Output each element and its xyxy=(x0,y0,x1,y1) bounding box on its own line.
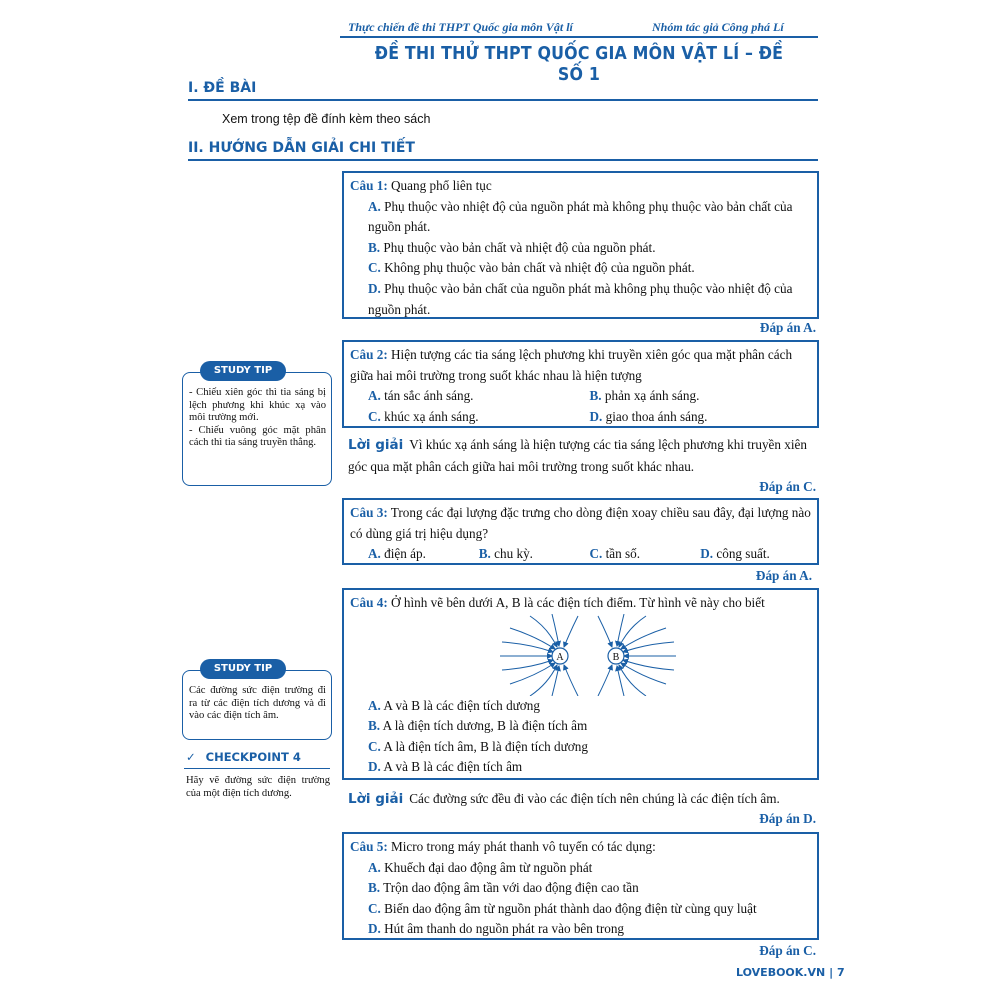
question-4-solution xyxy=(348,788,818,810)
study-tip-1-tag: STUDY TIP xyxy=(200,361,286,381)
question-4-answer: Đáp án D. xyxy=(759,811,816,826)
question-5-option-b: B. Trộn dao động âm tần với dao động điện cao tần xyxy=(368,880,639,896)
question-4-box xyxy=(342,588,819,780)
question-1-label: Câu 1: xyxy=(350,178,388,193)
checkpoint-divider xyxy=(184,768,330,769)
question-5-label: Câu 5: xyxy=(350,839,388,854)
charge-b-label: B xyxy=(612,651,620,663)
study-tip-2-tag: STUDY TIP xyxy=(200,659,286,679)
question-1-answer: Đáp án A. xyxy=(759,320,816,335)
question-4-option-c: C. A là điện tích âm, B là điện tích dương xyxy=(368,738,588,754)
question-3-answer: Đáp án A. xyxy=(755,568,812,583)
page-number: 7 xyxy=(836,966,845,979)
question-5-text: Micro trong máy phát thanh vô tuyến có tác dụng: xyxy=(387,839,656,854)
question-2-solution-text: Vì khúc xạ ánh sáng là hiện tượng các tia sáng lệch phương khi truyền xiên góc qua mặt phân cách giữa hai môi trường trong suốt khác nhau. xyxy=(348,437,807,474)
question-4-option-d: D. A và B là các điện tích âm xyxy=(368,759,523,775)
study-tip-1-box xyxy=(182,372,332,486)
section-1-title: I. ĐỀ BÀI xyxy=(188,80,257,96)
checkpoint-title xyxy=(186,750,301,764)
question-3-box xyxy=(342,498,819,565)
question-2-answer: Đáp án C. xyxy=(759,479,816,494)
question-3-option-a: A. điện áp. xyxy=(368,546,426,562)
page-title: ĐỀ THI THỬ THPT QUỐC GIA MÔN VẬT LÍ – ĐỀ SỐ 1 xyxy=(374,43,784,85)
question-3-option-b: B. chu kỳ. xyxy=(478,546,533,562)
header-authors: Nhóm tác giả Công phá Lí xyxy=(652,20,784,34)
question-1-option-c: C. Không phụ thuộc vào bản chất và nhiệt độ của nguồn phát. xyxy=(368,260,695,276)
question-2-box xyxy=(342,340,819,428)
section-1-divider xyxy=(188,99,818,101)
question-5-option-a: A. Khuếch đại dao động âm từ nguồn phát xyxy=(368,859,593,875)
question-5-option-c: C. Biến dao động âm từ nguồn phát thành dao động điện từ cùng quy luật xyxy=(368,900,757,916)
check-icon: ✓ xyxy=(186,750,196,764)
question-1-box xyxy=(342,171,819,319)
question-3-option-c: C. tần số. xyxy=(589,546,641,562)
charge-a-label: A xyxy=(556,651,564,663)
page-footer xyxy=(736,966,845,979)
question-1-option-a: A. Phụ thuộc vào nhiệt độ của nguồn phát mà không phụ thuộc vào bản chất của nguồn phát. xyxy=(368,198,793,235)
question-4-option-a: A. A và B là các điện tích dương xyxy=(368,697,540,713)
solution-label: Lời giải xyxy=(348,437,404,453)
question-3-option-d: D. công suất. xyxy=(700,546,770,562)
header-divider xyxy=(340,36,818,38)
study-tip-2-text: Các đường sức điện trường đi ra từ các điện tích dương và đi vào các điện tích âm. xyxy=(189,685,326,721)
question-2-option-c: C. khúc xạ ánh sáng. xyxy=(368,408,479,424)
question-4-solution-text: Các đường sức đều đi vào các điện tích nên chúng là các điện tích âm. xyxy=(409,791,780,806)
question-4-option-b: B. A là điện tích dương, B là điện tích âm xyxy=(368,718,588,734)
question-5-box xyxy=(342,832,819,940)
question-1-text: Quang phổ liên tục xyxy=(387,178,492,193)
question-2-option-d: D. giao thoa ánh sáng. xyxy=(589,408,708,424)
footer-separator: | xyxy=(829,966,834,979)
question-2-option-a: A. tán sắc ánh sáng. xyxy=(368,388,474,404)
checkpoint-title-text: CHECKPOINT 4 xyxy=(205,750,301,764)
question-4-label: Câu 4: xyxy=(350,595,388,610)
section-2-divider xyxy=(188,159,818,161)
section-2-title: II. HƯỚNG DẪN GIẢI CHI TIẾT xyxy=(188,140,415,156)
electric-field-diagram xyxy=(480,614,680,696)
question-5-answer: Đáp án C. xyxy=(759,943,816,958)
question-2-text: Hiện tượng các tia sáng lệch phương khi truyền xiên góc qua mặt phân cách giữa hai môi trường trong suốt khác nhau là hiện tượng xyxy=(350,347,793,383)
header-book-title: Thực chiến đề thi THPT Quốc gia môn Vật lí xyxy=(348,20,573,34)
question-3-label: Câu 3: xyxy=(350,505,388,520)
study-tip-2-box xyxy=(182,670,332,740)
question-2-label: Câu 2: xyxy=(350,347,388,362)
checkpoint-text: Hãy vẽ đường sức điện trường của một điện tích dương. xyxy=(186,775,330,799)
section-1-text: Xem trong tệp đề đính kèm theo sách xyxy=(222,112,431,126)
study-tip-1-line-1: - Chiếu xiên góc thì tia sáng bị lệch phương khi khúc xạ vào môi trường mới. xyxy=(189,387,326,423)
question-1-option-d: D. Phụ thuộc vào bản chất của nguồn phát mà không phụ thuộc vào nhiệt độ của nguồn phát. xyxy=(368,280,793,317)
question-5-option-d: D. Hút âm thanh do nguồn phát ra vào bên trong xyxy=(368,921,625,937)
solution-label: Lời giải xyxy=(348,791,404,807)
study-tip-1-line-2: - Chiếu vuông góc mặt phân cách thì tia sáng truyền thẳng. xyxy=(189,424,326,448)
question-4-text: Ở hình vẽ bên dưới A, B là các điện tích điểm. Từ hình vẽ này cho biết xyxy=(387,595,765,610)
question-1-option-b: B. Phụ thuộc vào bản chất và nhiệt độ của nguồn phát. xyxy=(368,239,656,255)
question-2-option-b: B. phản xạ ánh sáng. xyxy=(589,388,700,404)
footer-site: LOVEBOOK.VN xyxy=(736,966,826,979)
question-2-solution xyxy=(348,434,818,477)
question-3-text: Trong các đại lượng đặc trưng cho dòng điện xoay chiều sau đây, đại lượng nào có dùng giá trị hiệu dụng? xyxy=(350,505,811,541)
